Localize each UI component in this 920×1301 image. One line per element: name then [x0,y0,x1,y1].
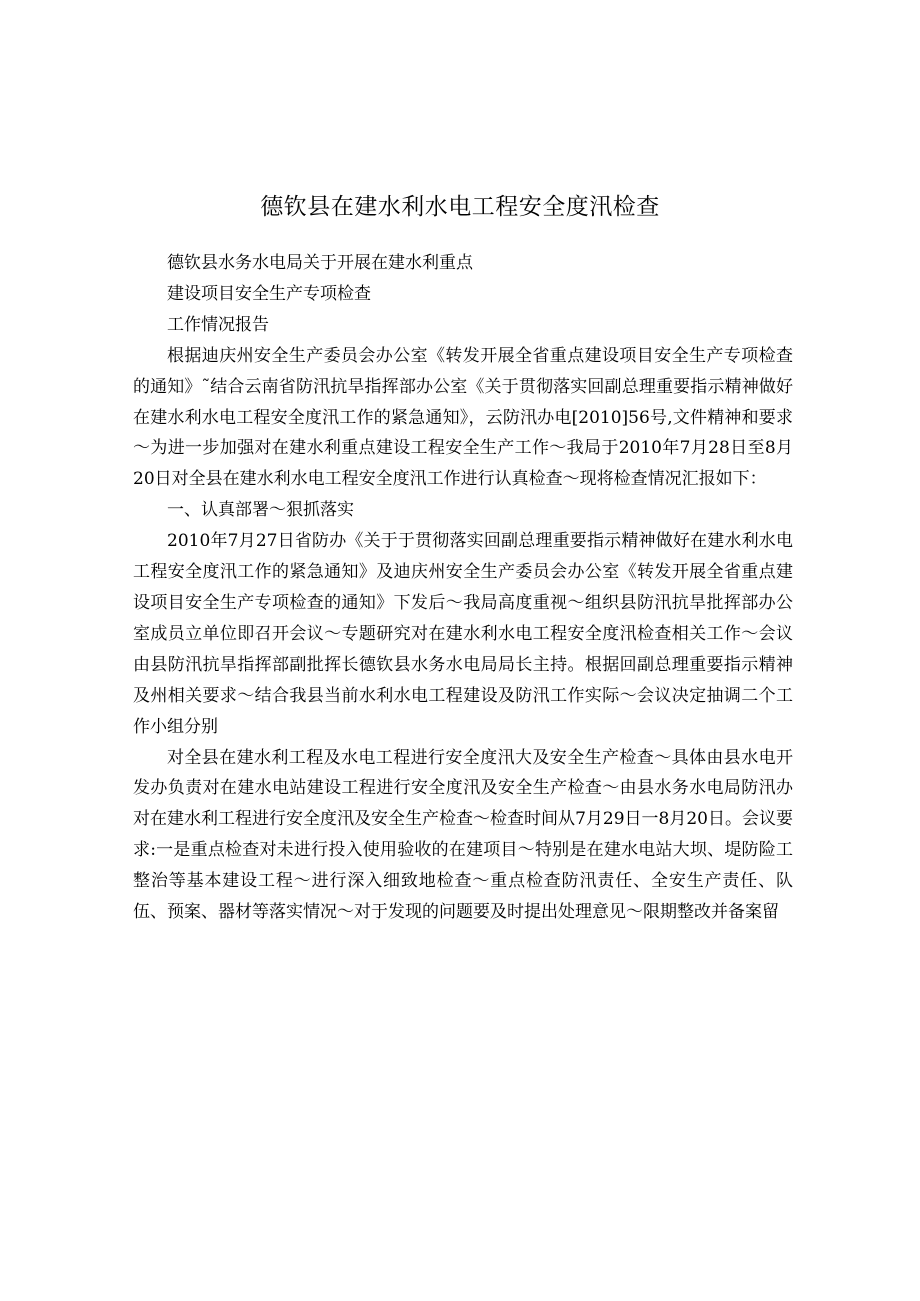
subtitle-line-2: 建设项目安全生产专项检查 [167,283,371,304]
paragraph-section-1: 2010年7月27日省防办《关于于贯彻落实回副总理重要指示精神做好在建水利水电工程安全度汛工作的紧急通知》及迪庆州安全生产委员会办公室《转发开展全省重点建设项目安全生产专项检查的通知》下发后～我局高度重视～组织县防汛抗旱批挥部办公室成员立单位即召开会议～专题研究对在建水利水电工程安全度汛检查相关工作～会议由县防汛抗旱指挥部副批挥长德钦县水务水电局局长主持。根据回副总理重要指示精神及州相关要求～结合我县当前水利水电工程建设及防汛工作实际～会议决定抽调二个工作小组分别 [133,531,793,737]
document-title: 德钦县在建水利水电工程安全度汛检查 [260,194,660,220]
subtitle-line-3: 工作情况报告 [167,314,269,335]
paragraph-section-1-continued: 对全县在建水利工程及水电工程进行安全度汛大及安全生产检查～具体由县水电开发办负责对在建水电站建设工程进行安全度汛及安全生产检查～由县水务水电局防汛办对在建水利工程进行安全度汛及安全生产检查～检查时间从7月29日一8月20日。会议要求:一是重点检查对未进行投入使用验收的在建项目～特别是在建水电站大坝、堤防险工整治等基本建设工程～进行深入细致地检查～重点检查防汛责任、全安生产责任、队伍、预案、器材等落实情况～对于发现的问题要及时提出处理意见～限期整改并备案留 [133,747,793,923]
paragraph-intro: 根据迪庆州安全生产委员会办公室《转发开展全省重点建设项目安全生产专项检查的通知》˜结合云南省防汛抗旱指挥部办公室《关于贯彻落实回副总理重要指示精神做好在建水利水电工程安全度汛工作的紧急通知》，云防汛办电[2010]56号,文件精神和要求～为进一步加强对在建水利重点建设工程安全生产工作～我局于2010年7月28日至8月20日对全县在建水利水电工程安全度汛工作进行认真检查～现将检查情况汇报如下： [133,345,793,490]
document-body [133,248,793,928]
section-heading-1: 一、认真部署～狠抓落实 [167,500,354,521]
subtitle-line-1: 德钦县水务水电局关于开展在建水利重点 [167,253,473,273]
